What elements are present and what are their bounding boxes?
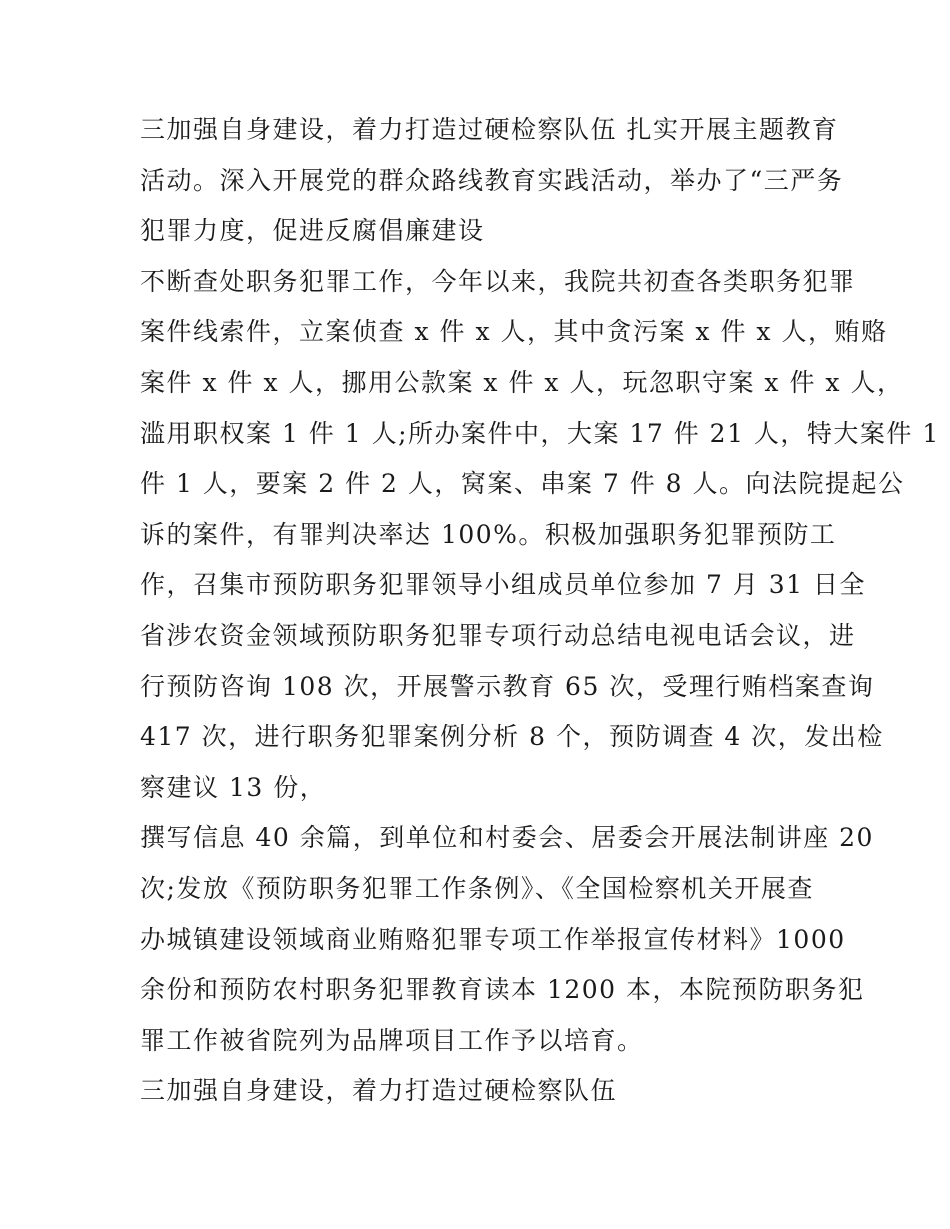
text-line: 活动。深入开展党的群众路线教育实践活动，举办了“三严务 bbox=[140, 165, 844, 195]
text-line: 犯罪力度，促进反腐倡廉建设 bbox=[140, 216, 485, 246]
text-line: 案件 x 件 x 人，挪用公款案 x 件 x 人，玩忽职守案 x 件 x 人， bbox=[140, 367, 904, 397]
text-line: 省涉农资金领域预防职务犯罪专项行动总结电视电话会议，进 bbox=[140, 620, 856, 650]
text-line: 不断查处职务犯罪工作，今年以来，我院共初查各类职务犯罪 bbox=[140, 266, 856, 296]
text-line: 三加强自身建设，着力打造过硬检察队伍 bbox=[140, 1076, 618, 1106]
text-line: 余份和预防农村职务犯罪教育读本 1200 本，本院预防职务犯 bbox=[140, 975, 865, 1005]
text-line: 罪工作被省院列为品牌项目工作予以培育。 bbox=[140, 1025, 644, 1055]
text-line: 行预防咨询 108 次，开展警示教育 65 次，受理行贿档案查询 bbox=[140, 671, 875, 701]
text-line: 417 次，进行职务犯罪案例分析 8 个，预防调查 4 次，发出检 bbox=[140, 722, 884, 752]
text-line: 作，召集市预防职务犯罪领导小组成员单位参加 7 月 31 日全 bbox=[140, 570, 867, 600]
text-line: 撰写信息 40 余篇，到单位和村委会、居委会开展法制讲座 20 bbox=[140, 823, 874, 853]
text-line: 察建议 13 份， bbox=[140, 772, 327, 802]
text-line: 三加强自身建设，着力打造过硬检察队伍 扎实开展主题教育 bbox=[140, 115, 839, 144]
text-line: 案件线索件，立案侦查 x 件 x 人，其中贪污案 x 件 x 人，贿赂 bbox=[140, 317, 888, 347]
text-line: 次;发放《预防职务犯罪工作条例》、《全国检察机关开展查 bbox=[140, 873, 814, 903]
document-body bbox=[140, 105, 940, 1117]
text-line: 诉的案件，有罪判决率达 100%。积极加强职务犯罪预防工 bbox=[140, 519, 837, 549]
text-line: 办城镇建设领域商业贿赂犯罪专项工作举报宣传材料》1000 bbox=[140, 924, 846, 954]
text-line: 滥用职权案 1 件 1 人;所办案件中，大案 17 件 21 人，特大案件 1 bbox=[140, 418, 940, 448]
text-line: 件 1 人，要案 2 件 2 人，窝案、串案 7 件 8 人。向法院提起公 bbox=[140, 469, 905, 499]
